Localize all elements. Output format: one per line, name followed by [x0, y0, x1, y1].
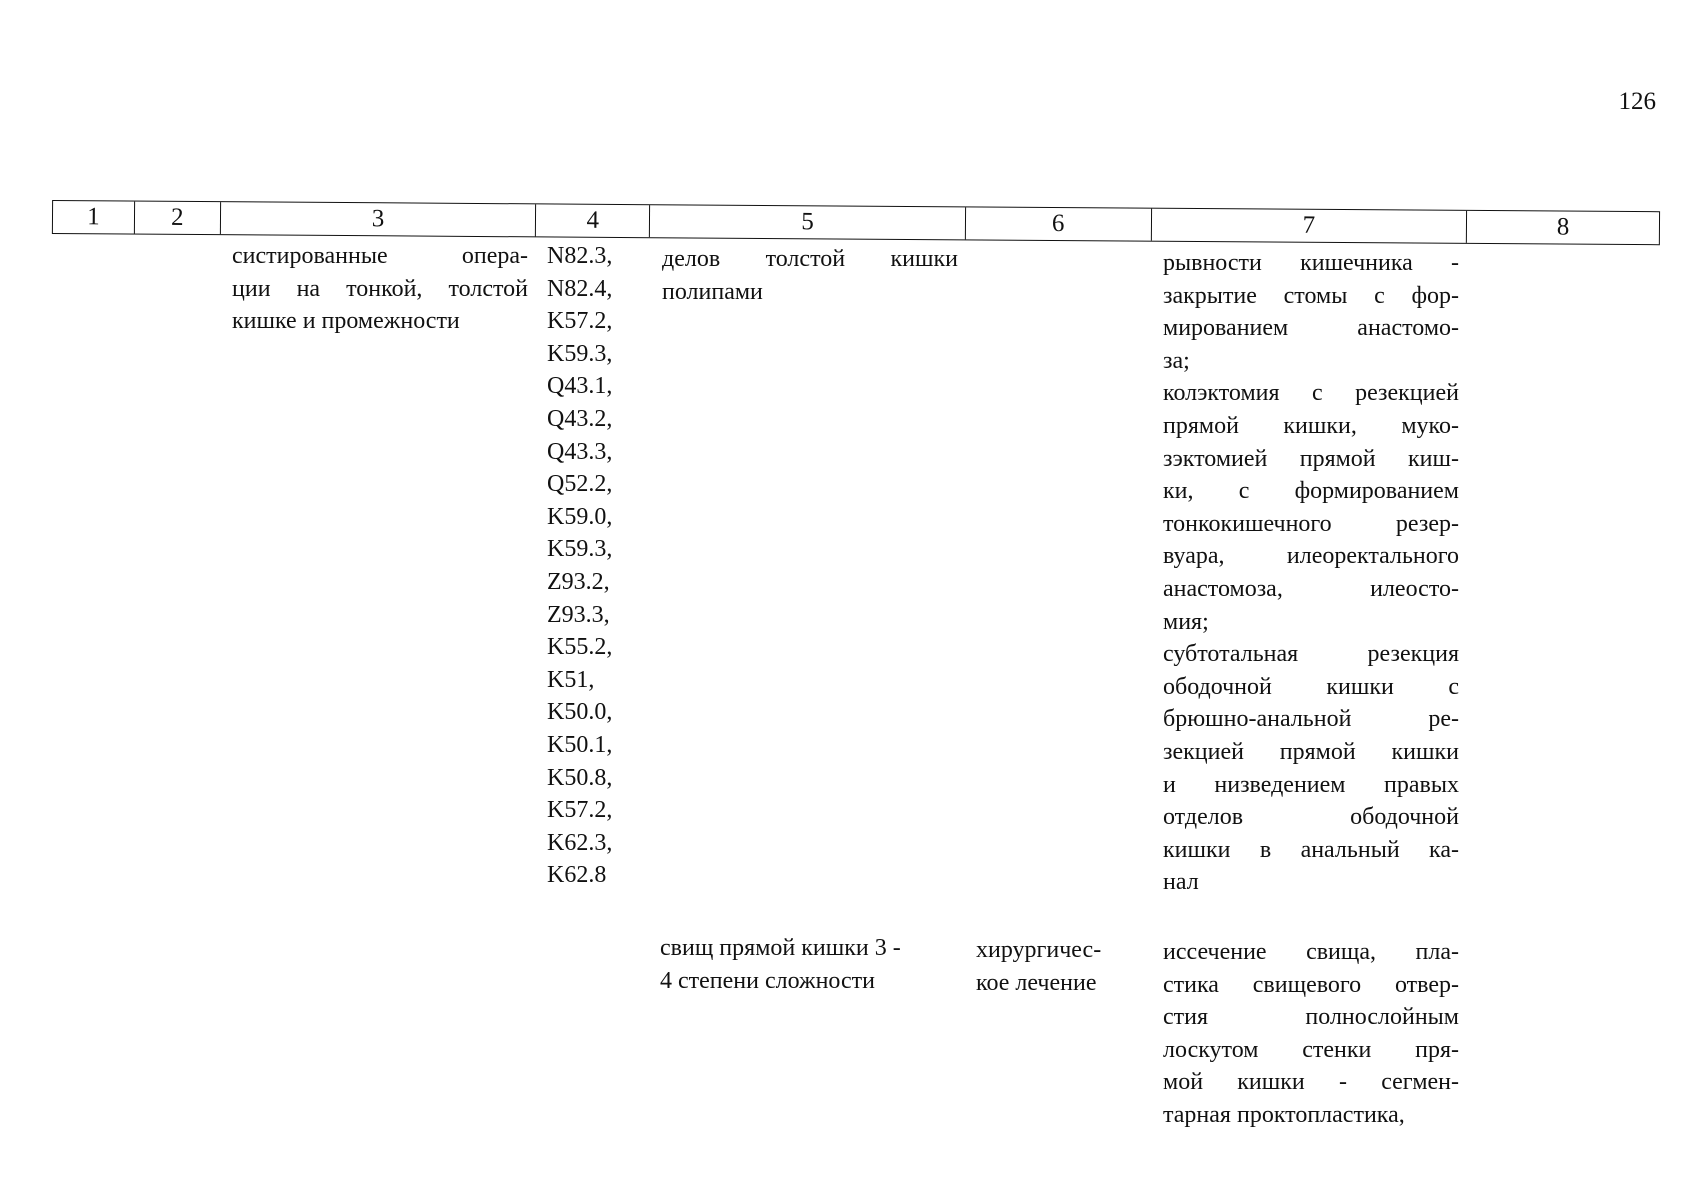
word: - [1338, 1069, 1347, 1096]
text-line: кишке и промежности [232, 308, 460, 335]
word: илеосто- [1370, 575, 1459, 602]
text-line: Z93.2, [547, 568, 610, 595]
word: полнослойным [1305, 1004, 1459, 1031]
word: ка- [1429, 836, 1459, 863]
text-line: K57.2, [547, 308, 613, 335]
text-line [1163, 1034, 1459, 1067]
word: мированием [1163, 315, 1289, 342]
word: резер- [1395, 510, 1459, 537]
text-line [1163, 312, 1459, 345]
text-line: N82.4, [547, 275, 613, 302]
text-line: K55.2, [547, 634, 613, 661]
word: субтотальная [1163, 641, 1299, 668]
word: анастомоза, [1163, 575, 1283, 602]
word: и [1163, 771, 1176, 798]
text-line [1163, 671, 1459, 704]
text-line: K59.3, [547, 340, 613, 367]
text-line: K50.8, [547, 764, 613, 791]
row1-col5-text [662, 243, 958, 308]
word: отделов [1163, 804, 1244, 831]
word: брюшно-анальной [1163, 706, 1352, 733]
word: стенки [1302, 1036, 1372, 1063]
word: низведением [1214, 771, 1346, 798]
word: систированные [232, 243, 388, 269]
header-cell-1: 1 [53, 201, 135, 234]
text-line: кое лечение [976, 969, 1097, 996]
word: зекцией [1163, 738, 1244, 765]
header-cell-7: 7 [1152, 209, 1468, 243]
word: делов [662, 246, 721, 272]
word: фор- [1411, 282, 1459, 309]
word: стика [1163, 971, 1219, 998]
text-line: K59.3, [547, 536, 613, 563]
word: анальный [1300, 836, 1400, 863]
header-cell-3: 3 [221, 202, 537, 236]
word: закрытие [1163, 282, 1257, 309]
text-line: хирургичес- [976, 937, 1102, 963]
word: свища, [1306, 939, 1377, 965]
text-line: нал [1163, 869, 1199, 896]
word: кишки, [1283, 412, 1357, 439]
header-cell-2: 2 [135, 202, 221, 235]
word: формированием [1294, 478, 1459, 505]
text-line: за; [1163, 347, 1190, 374]
word: резекция [1367, 641, 1459, 668]
word: киш- [1408, 445, 1459, 472]
word: ободочной [1350, 804, 1459, 831]
text-line [662, 243, 958, 276]
text-line [1163, 377, 1459, 410]
text-line [1163, 573, 1459, 606]
word: ободочной [1163, 673, 1272, 700]
row2-col6-text [976, 934, 1126, 999]
text-line [1163, 1001, 1459, 1034]
text-line: K50.0, [547, 699, 613, 726]
row2-col5-text [660, 932, 960, 997]
text-line [1163, 280, 1459, 313]
word: зэктомией [1163, 445, 1268, 472]
word: лоскутом [1163, 1036, 1259, 1063]
text-line: мия; [1163, 608, 1209, 635]
text-line: свищ прямой кишки 3 - [660, 935, 901, 961]
word: прямой [1279, 738, 1356, 765]
word: кишечника [1300, 250, 1413, 276]
text-line [1163, 638, 1459, 671]
text-line: K57.2, [547, 797, 613, 824]
word: правых [1384, 771, 1459, 798]
word: стомы [1283, 282, 1348, 309]
word: на [296, 275, 321, 302]
text-line [1163, 508, 1459, 541]
text-line [1163, 801, 1459, 834]
word: с [1374, 282, 1385, 309]
text-line: K62.3, [547, 829, 613, 856]
text-line: 4 степени сложности [660, 967, 876, 994]
text-line: Z93.3, [547, 601, 610, 628]
word: толстой [448, 275, 528, 302]
text-line: тарная проктопластика, [1163, 1101, 1405, 1128]
word: сегмен- [1381, 1069, 1459, 1096]
word: резекцией [1355, 380, 1459, 407]
word: муко- [1401, 412, 1459, 439]
word: иссечение [1163, 939, 1267, 965]
text-line [232, 273, 528, 306]
word: пря- [1415, 1036, 1459, 1063]
word: с [1311, 380, 1323, 407]
header-cell-5: 5 [650, 205, 966, 239]
word: ции [232, 275, 271, 302]
text-line [232, 240, 528, 273]
text-line [1163, 736, 1459, 769]
word: тонкой, [346, 275, 423, 302]
word: колэктомия [1163, 380, 1280, 407]
text-line [1163, 475, 1459, 508]
text-line [1163, 540, 1459, 573]
text-line [1163, 443, 1459, 476]
word: тонкокишечного [1163, 510, 1332, 537]
word: мой [1163, 1069, 1204, 1096]
word: с [1448, 673, 1459, 700]
header-cell-4: 4 [536, 204, 650, 237]
text-line: K62.8 [547, 862, 607, 889]
word: отвер- [1394, 971, 1459, 998]
header-cell-8: 8 [1556, 213, 1570, 241]
text-line: Q43.1, [547, 373, 613, 400]
header-cell-6: 6 [966, 207, 1152, 240]
word: вуара, [1163, 543, 1225, 570]
row1-col7-text [1163, 247, 1459, 899]
text-line [1163, 703, 1459, 736]
word: кишки [1237, 1069, 1305, 1096]
text-line [1163, 834, 1459, 867]
word: стия [1163, 1004, 1209, 1031]
word: прямой [1299, 445, 1376, 472]
row1-col4-codes [547, 240, 637, 892]
text-line: Q52.2, [547, 471, 613, 498]
word: анастомо- [1357, 315, 1459, 342]
text-line [1163, 769, 1459, 802]
text-line: Q43.3, [547, 438, 613, 465]
word: пла- [1415, 939, 1459, 965]
text-line [1163, 969, 1459, 1002]
word: кишки [1326, 673, 1394, 700]
text-line: K51, [547, 666, 595, 693]
word: прямой [1163, 412, 1239, 439]
word: свищевого [1252, 971, 1362, 998]
row1-col3-text [232, 240, 528, 338]
text-line: N82.3, [547, 243, 613, 269]
table-header-row [52, 200, 1660, 245]
page-number: 126 [1618, 88, 1656, 115]
word: с [1238, 478, 1250, 505]
word: толстой [765, 246, 846, 272]
word: рывности [1163, 250, 1262, 276]
text-line [1163, 410, 1459, 443]
word: илеоректального [1286, 543, 1459, 570]
text-line [1163, 936, 1459, 969]
text-line: Q43.2, [547, 405, 613, 432]
text-line: K50.1, [547, 731, 613, 758]
word: в [1259, 836, 1272, 863]
text-line [1163, 1066, 1459, 1099]
word: ки, [1163, 478, 1194, 505]
word: - [1450, 250, 1459, 276]
text-line: K59.0, [547, 503, 613, 530]
word: кишки [1163, 836, 1231, 863]
row2-col7-text [1163, 936, 1459, 1132]
word: кишки [890, 246, 958, 272]
text-line [1163, 247, 1459, 280]
word: кишки [1391, 738, 1459, 765]
text-line: полипами [662, 278, 763, 305]
word: опера- [461, 243, 528, 269]
word: ре- [1428, 706, 1459, 733]
